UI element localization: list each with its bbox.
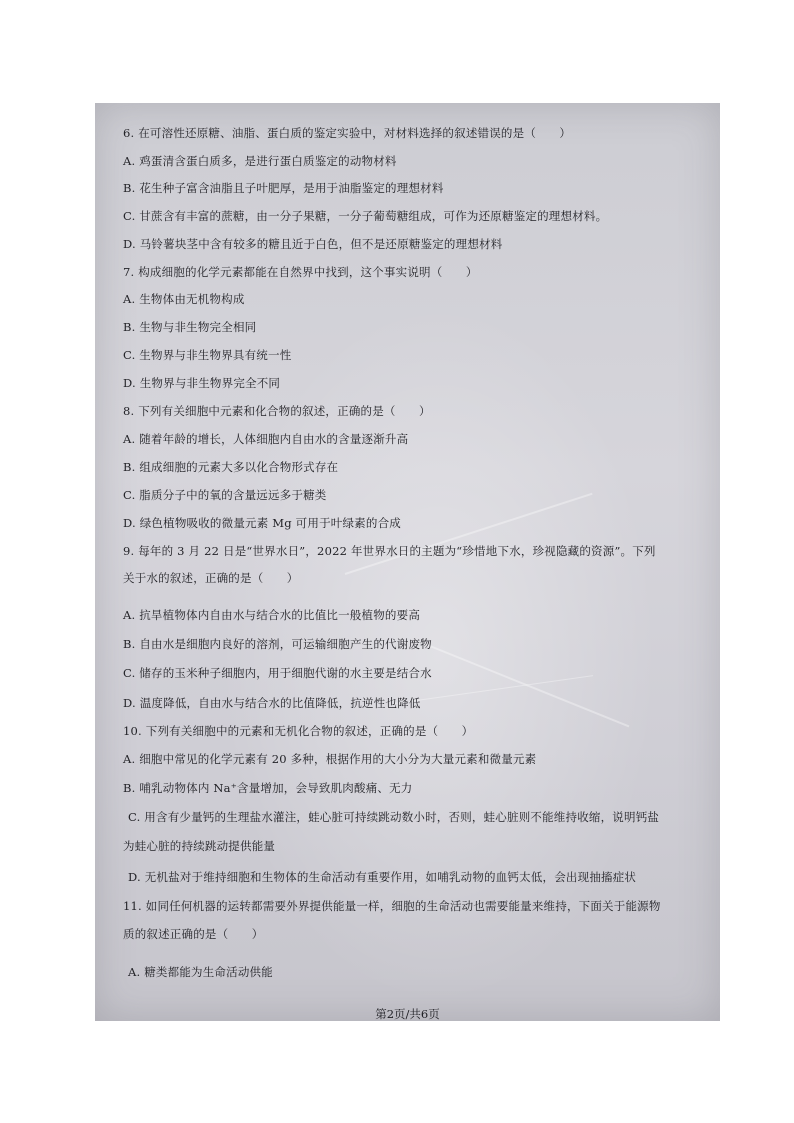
- question-7-option-b: B. 生物与非生物完全相同: [123, 320, 257, 334]
- question-8-option-b: B. 组成细胞的元素大多以化合物形式存在: [123, 460, 339, 474]
- question-10-stem: 10. 下列有关细胞中的元素和无机化合物的叙述，正确的是（ ）: [123, 724, 474, 738]
- question-7-stem: 7. 构成细胞的化学元素都能在自然界中找到，这个事实说明（ ）: [123, 265, 478, 279]
- question-6-option-c: C. 甘蔗含有丰富的蔗糖，由一分子果糖，一分子葡萄糖组成，可作为还原糖鉴定的理想材料。: [123, 209, 608, 223]
- question-8-option-c: C. 脂质分子中的氧的含量远远多于糖类: [123, 488, 327, 502]
- question-9-stem: 9. 每年的 3 月 22 日是“世界水日”，2022 年世界水日的主题为“珍惜地下水，珍视隐藏的资源”。下列: [123, 544, 656, 558]
- question-7-option-a: A. 生物体由无机物构成: [123, 292, 245, 306]
- question-10-option-c-continued: 为蛙心脏的持续跳动提供能量: [123, 839, 276, 853]
- question-9-stem-continued: 关于水的叙述，正确的是（ ）: [123, 571, 299, 585]
- question-10-option-a: A. 细胞中常见的化学元素有 20 多种，根据作用的大小分为大量元素和微量元素: [123, 752, 537, 766]
- exam-page: [95, 103, 720, 1021]
- question-9-option-a: A. 抗旱植物体内自由水与结合水的比值比一般植物的要高: [123, 608, 421, 622]
- question-11-stem: 11. 如同任何机器的运转都需要外界提供能量一样，细胞的生命活动也需要能量来维持，下面关于能源物: [123, 899, 661, 913]
- question-9-option-b: B. 自由水是细胞内良好的溶剂，可运输细胞产生的代谢废物: [123, 637, 432, 651]
- question-6-option-d: D. 马铃薯块茎中含有较多的糖且近于白色，但不是还原糖鉴定的理想材料: [123, 237, 503, 251]
- question-10-option-c: C. 用含有少量钙的生理盐水灌注，蛙心脏可持续跳动数小时，否则，蛙心脏则不能维持收缩，说明钙盐: [128, 810, 660, 824]
- question-10-option-b: B. 哺乳动物体内 Na⁺含量增加，会导致肌肉酸痛、无力: [123, 781, 413, 795]
- question-8-option-d: D. 绿色植物吸收的微量元素 Mg 可用于叶绿素的合成: [123, 516, 401, 530]
- question-10-option-d: D. 无机盐对于维持细胞和生物体的生命活动有重要作用，如哺乳动物的血钙太低，会出现抽搐症状: [128, 870, 637, 884]
- question-7-option-d: D. 生物界与非生物界完全不同: [123, 376, 281, 390]
- paper-crease: [345, 493, 593, 575]
- question-6-option-b: B. 花生种子富含油脂且子叶肥厚，是用于油脂鉴定的理想材料: [123, 181, 444, 195]
- question-6-option-a: A. 鸡蛋清含蛋白质多，是进行蛋白质鉴定的动物材料: [123, 154, 397, 168]
- question-9-option-d: D. 温度降低，自由水与结合水的比值降低，抗逆性也降低: [123, 696, 421, 710]
- page-number: 第2页/共6页: [375, 1007, 440, 1021]
- question-6-stem: 6. 在可溶性还原糖、油脂、蛋白质的鉴定实验中，对材料选择的叙述错误的是（ ）: [123, 126, 572, 140]
- question-11-option-a: A. 糖类都能为生命活动供能: [128, 965, 273, 979]
- question-8-stem: 8. 下列有关细胞中元素和化合物的叙述，正确的是（ ）: [123, 404, 431, 418]
- question-7-option-c: C. 生物界与非生物界具有统一性: [123, 348, 292, 362]
- question-8-option-a: A. 随着年龄的增长，人体细胞内自由水的含量逐渐升高: [123, 432, 409, 446]
- question-11-stem-continued: 质的叙述正确的是（ ）: [123, 927, 264, 941]
- question-9-option-c: C. 储存的玉米种子细胞内，用于细胞代谢的水主要是结合水: [123, 666, 432, 680]
